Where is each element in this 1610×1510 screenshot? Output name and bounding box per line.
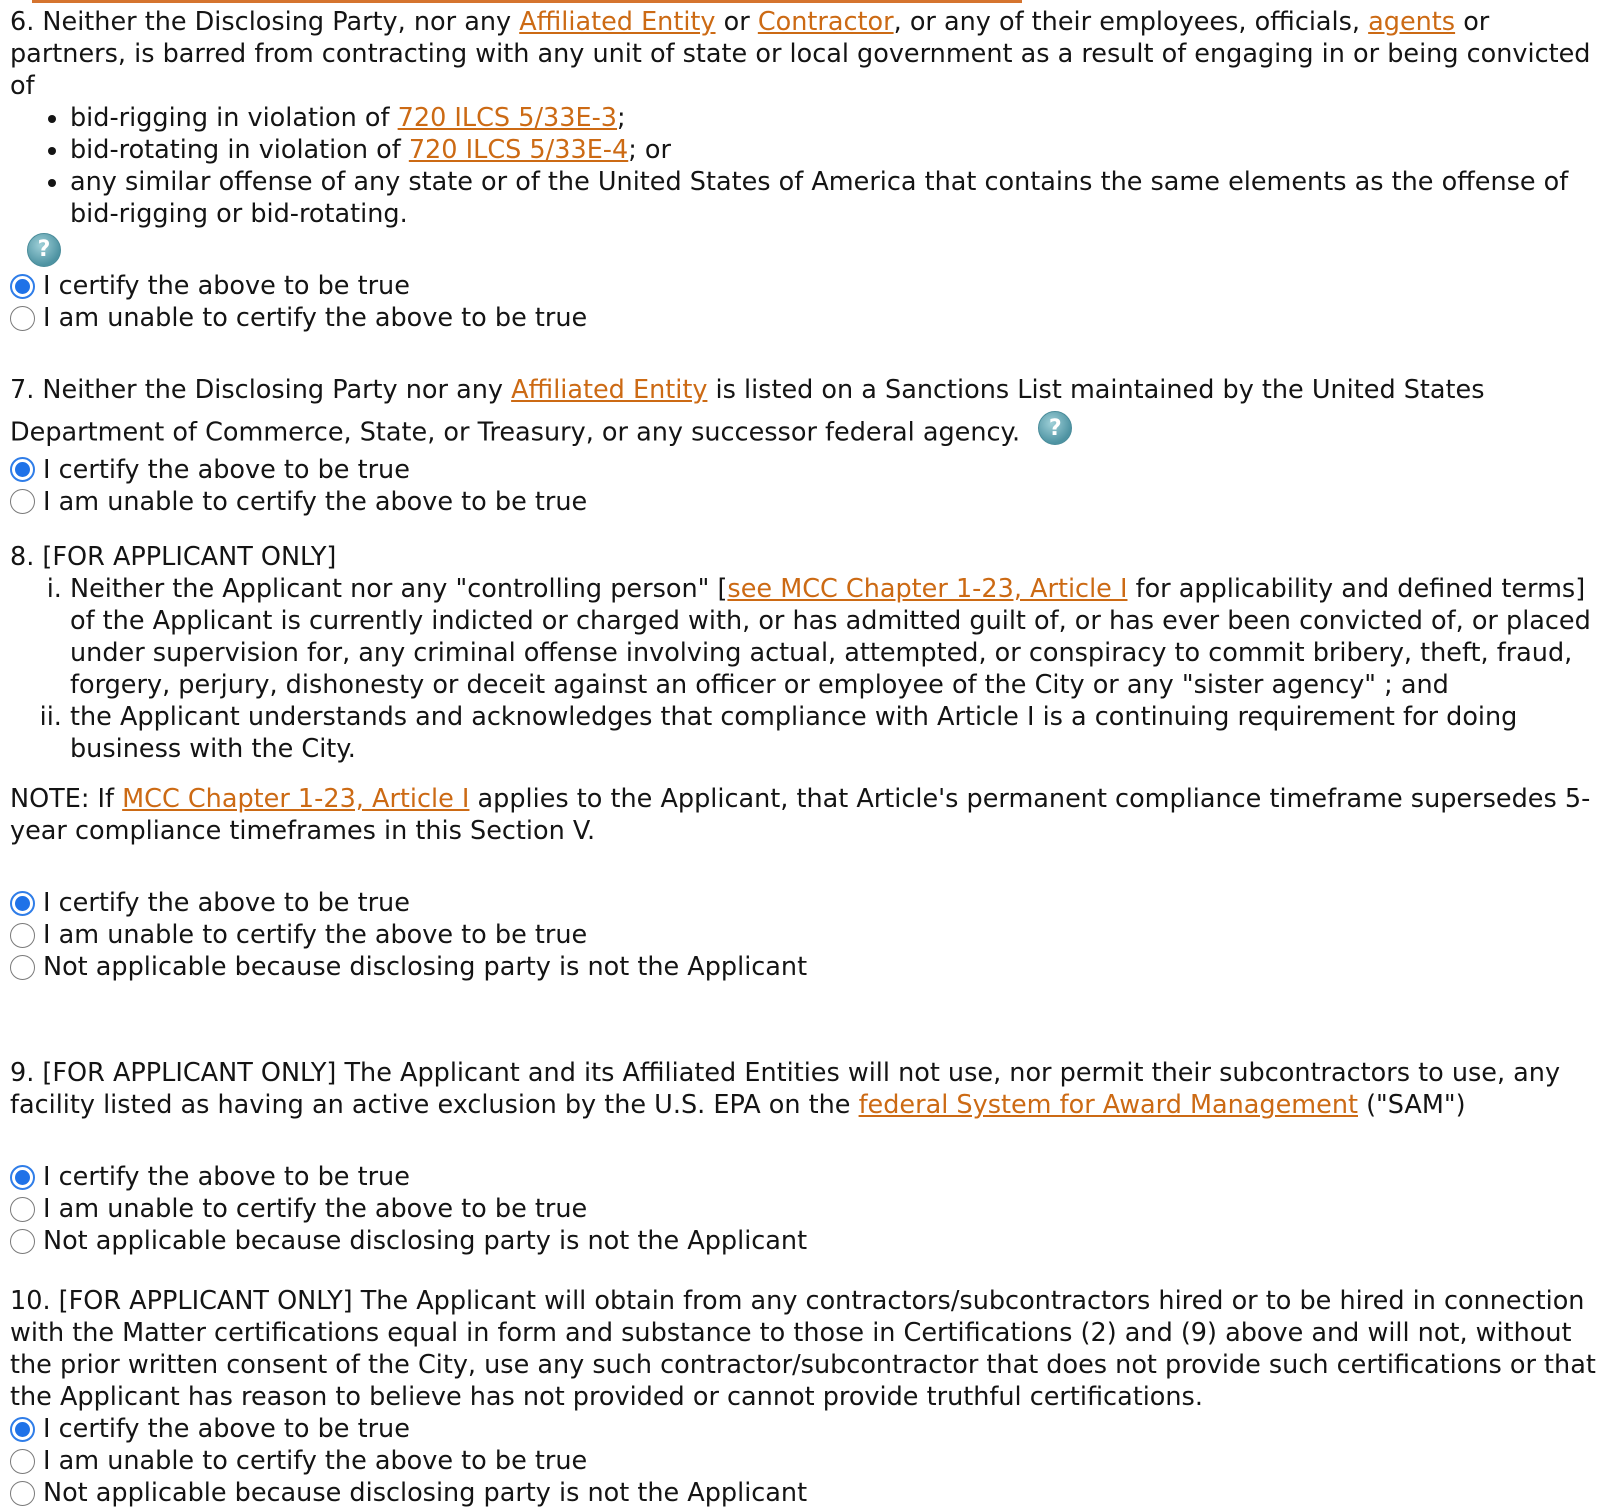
question-6-text: 6. Neither the Disclosing Party, nor any Affiliated Entity or Contractor, or any of their employees, officials, agents or partners, is barred from contracting with any unit of state or local government as a result of engaging in or being convicted of: [10, 7, 1591, 101]
contractor-link[interactable]: Contractor: [757, 7, 894, 37]
radio-unselected[interactable]: [10, 1449, 35, 1474]
radio-selected[interactable]: [10, 274, 35, 299]
radio-unselected[interactable]: [10, 1481, 35, 1506]
q7-option-certify[interactable]: I certify the above to be true: [10, 454, 1602, 486]
q8-option-certify[interactable]: I certify the above to be true: [10, 887, 1602, 919]
q10-option-not-applicable[interactable]: Not applicable because disclosing party is not the Applicant: [10, 1477, 1602, 1509]
affiliated-entity-link[interactable]: Affiliated Entity: [519, 7, 716, 37]
q9-option-unable[interactable]: I am unable to certify the above to be true: [10, 1193, 1602, 1225]
question-10: [10, 1285, 1602, 1509]
radio-unselected[interactable]: [10, 955, 35, 980]
question-9: [10, 1057, 1602, 1257]
q10-option-unable[interactable]: I am unable to certify the above to be true: [10, 1445, 1602, 1477]
radio-selected[interactable]: [10, 1165, 35, 1190]
q9-option-certify[interactable]: I certify the above to be true: [10, 1161, 1602, 1193]
q7-option-unable[interactable]: I am unable to certify the above to be true: [10, 486, 1602, 518]
ilcs-33e-4-link[interactable]: 720 ILCS 5/33E-4: [408, 135, 629, 165]
note-text: NOTE: If MCC Chapter 1-23, Article I applies to the Applicant, that Article's permanent compliance timeframe supersedes 5-year compliance timeframes in this Section V.: [10, 784, 1591, 846]
mcc-chapter-note-link[interactable]: MCC Chapter 1-23, Article I: [122, 784, 470, 814]
q6-option-unable[interactable]: I am unable to certify the above to be true: [10, 302, 1602, 334]
question-9-text: 9. [FOR APPLICANT ONLY] The Applicant and its Affiliated Entities will not use, nor permit their subcontractors to use, any facility listed as having an active exclusion by the U.S. EPA on the federal System for Award Management ("SAM"): [10, 1058, 1561, 1120]
radio-unselected[interactable]: [10, 489, 35, 514]
list-item: i. Neither the Applicant nor any "controlling person" [see MCC Chapter 1-23, Article I for applicability and defined terms] of the Applicant is currently indicted or charged with, or has admitted guilt of, or has ever been convicted of, or placed under supervision for, any criminal offense involving actual, attempted, or conspiracy to commit bribery, theft, fraud, forgery, perjury, dishonesty or deceit against an officer or employee of the City or any "sister agency" ; and: [70, 573, 1602, 701]
list-item: ii. the Applicant understands and acknowledges that compliance with Article I is a continuing requirement for doing business with the City.: [70, 701, 1602, 765]
mcc-chapter-link[interactable]: see MCC Chapter 1-23, Article I: [727, 574, 1128, 604]
list-item: • any similar offense of any state or of the United States of America that contains the same elements as the offense of bid-rigging or bid-rotating.: [70, 166, 1602, 230]
radio-unselected[interactable]: [10, 1229, 35, 1254]
q10-option-certify[interactable]: I certify the above to be true: [10, 1413, 1602, 1445]
radio-unselected[interactable]: [10, 923, 35, 948]
agents-link[interactable]: agents: [1368, 7, 1456, 37]
question-8: [10, 541, 1602, 983]
q9-option-not-applicable[interactable]: Not applicable because disclosing party is not the Applicant: [10, 1225, 1602, 1257]
radio-unselected[interactable]: [10, 306, 35, 331]
q6-option-certify[interactable]: I certify the above to be true: [10, 270, 1602, 302]
q8-option-not-applicable[interactable]: Not applicable because disclosing party is not the Applicant: [10, 951, 1602, 983]
question-8-list: [10, 573, 1602, 765]
radio-unselected[interactable]: [10, 1197, 35, 1222]
question-8-heading: 8. [FOR APPLICANT ONLY]: [10, 542, 337, 572]
sam-link[interactable]: federal System for Award Management: [858, 1090, 1358, 1120]
offense-list: [10, 102, 1602, 230]
radio-selected[interactable]: [10, 1417, 35, 1442]
help-icon[interactable]: ?: [27, 233, 61, 267]
radio-selected[interactable]: [10, 457, 35, 482]
question-7-text: 7. Neither the Disclosing Party nor any Affiliated Entity is listed on a Sanctions List maintained by the United States Department of Commerce, State, or Treasury, or any successor federal agency. ?: [10, 375, 1485, 448]
help-icon[interactable]: ?: [1038, 411, 1072, 445]
question-7: [10, 370, 1602, 518]
question-10-text: 10. [FOR APPLICANT ONLY] The Applicant will obtain from any contractors/subcontractors hired or to be hired in connection with the Matter certifications equal in form and substance to those in Certifications (2) and (9) above and will not, without the prior written consent of the City, use any such contractor/subcontractor that does not provide such certifications or that the Applicant has reason to believe has not provided or cannot provide truthful certifications.: [10, 1286, 1596, 1412]
ilcs-33e-3-link[interactable]: 720 ILCS 5/33E-3: [397, 103, 618, 133]
list-item: • bid-rigging in violation of 720 ILCS 5/33E-3;: [70, 102, 1602, 134]
affiliated-entity-link[interactable]: Affiliated Entity: [511, 375, 708, 405]
radio-selected[interactable]: [10, 891, 35, 916]
question-6: [10, 6, 1602, 334]
top-link-underline: [32, 0, 1022, 3]
q8-option-unable[interactable]: I am unable to certify the above to be true: [10, 919, 1602, 951]
list-item: • bid-rotating in violation of 720 ILCS 5/33E-4; or: [70, 134, 1602, 166]
